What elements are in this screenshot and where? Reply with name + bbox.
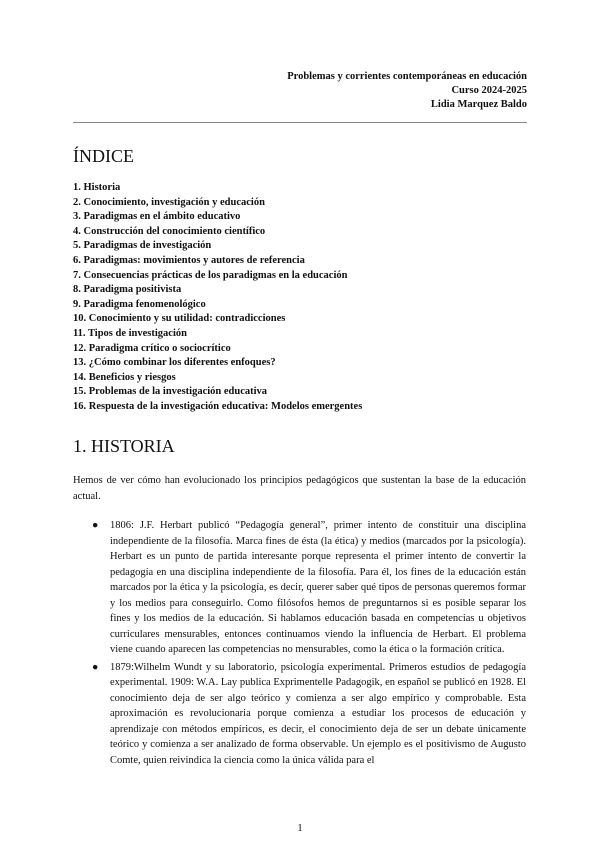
- toc-item: 1. Historia: [73, 182, 121, 193]
- toc-item: 13. ¿Cómo combinar los diferentes enfoques?: [73, 357, 276, 369]
- toc-title: ÍNDICE: [73, 146, 134, 166]
- toc-item: 4. Construcción del conocimiento científico: [73, 225, 266, 237]
- page-number: 1: [297, 822, 303, 834]
- document-header: [287, 70, 527, 112]
- list-item-text: 1879:Wilhelm Wundt y su laboratorio, psicología experimental. Primeros estudios de pedagogía experimental. 1909: W.A. Lay publica Exprimentelle Padagogik, en español se publicó en 1928. El conocimiento deja de ser algo teórico y comienza a ser algo empírico y comprobable. Esta aproximación es revolucionaria porque comienza a estudiar los procesos de educación y aprendizaje con métodos empíricos, es decir, el conocimiento deja de ser un debate únicamente teórico y comienza a ser analizado de forma observable. Un ejemplo es el positivismo de Augusto Comte, quien reivindica la ciencia como la única válida para el: [110, 661, 526, 766]
- toc-item: 8. Paradigma positivista: [73, 284, 182, 296]
- toc-item: 10. Conocimiento y su utilidad: contradicciones: [73, 313, 286, 325]
- list-item: [92, 660, 526, 769]
- course-name: Problemas y corrientes contemporáneas en educación: [287, 71, 527, 82]
- toc-item: 14. Beneficios y riesgos: [73, 371, 176, 383]
- section-intro: Hemos de ver cómo han evolucionado los principios pedagógicos que sustentan la base de la educación actual.: [73, 475, 526, 502]
- list-item-text: 1806: J.F. Herbart publicó “Pedagogía general”, primer intento de constituir una disciplina independiente de la filosofía. Marca fines de ésta (la ética) y medios (marcados por la psicología). Herbart es un punto de partida interesante porque representa el primer intento de convertir la pedagogía en una disciplina independiente de la filosofía. Para él, los fines de la educación están marcados por la ética y la psicología, es decir, querer saber qué tipos de personas queremos formar y los medios para conseguirlo. Como filósofos hemos de preguntarnos si es posible separar los fines y los medios de la educación. Si hablamos educación basada en competencias u objetivos curriculares mensurables, entonces continuamos viendo la influencia de Herbart. El problema viene cuando aparecen las competencias no mensurables, como la ética o la formación crítica.: [110, 520, 526, 655]
- toc-item: 11. Tipos de investigación: [73, 327, 187, 339]
- toc-item: 2. Conocimiento, investigación y educación: [73, 196, 265, 208]
- author-name: Lidia Marquez Baldo: [430, 99, 527, 110]
- bullet-icon: ●: [92, 661, 99, 673]
- toc-item: 16. Respuesta de la investigación educativa: Modelos emergentes: [73, 400, 363, 412]
- toc-item: 6. Paradigmas: movimientos y autores de referencia: [73, 254, 305, 266]
- toc-item: 15. Problemas de la investigación educativa: [73, 386, 268, 398]
- table-of-contents: [73, 181, 533, 415]
- list-item: [92, 518, 526, 658]
- header-divider: [73, 122, 527, 123]
- toc-item: 3. Paradigmas en el ámbito educativo: [73, 211, 241, 223]
- toc-item: 9. Paradigma fenomenológico: [73, 298, 206, 310]
- bullet-list: [92, 518, 526, 770]
- toc-item: 7. Consecuencias prácticas de los paradigmas en la educación: [73, 269, 348, 281]
- toc-item: 5. Paradigmas de investigación: [73, 240, 212, 252]
- course-year: Curso 2024-2025: [451, 85, 527, 96]
- bullet-icon: ●: [92, 520, 99, 531]
- section-heading: 1. HISTORIA: [73, 436, 175, 456]
- toc-item: 12. Paradigma crítico o sociocrítico: [73, 342, 231, 354]
